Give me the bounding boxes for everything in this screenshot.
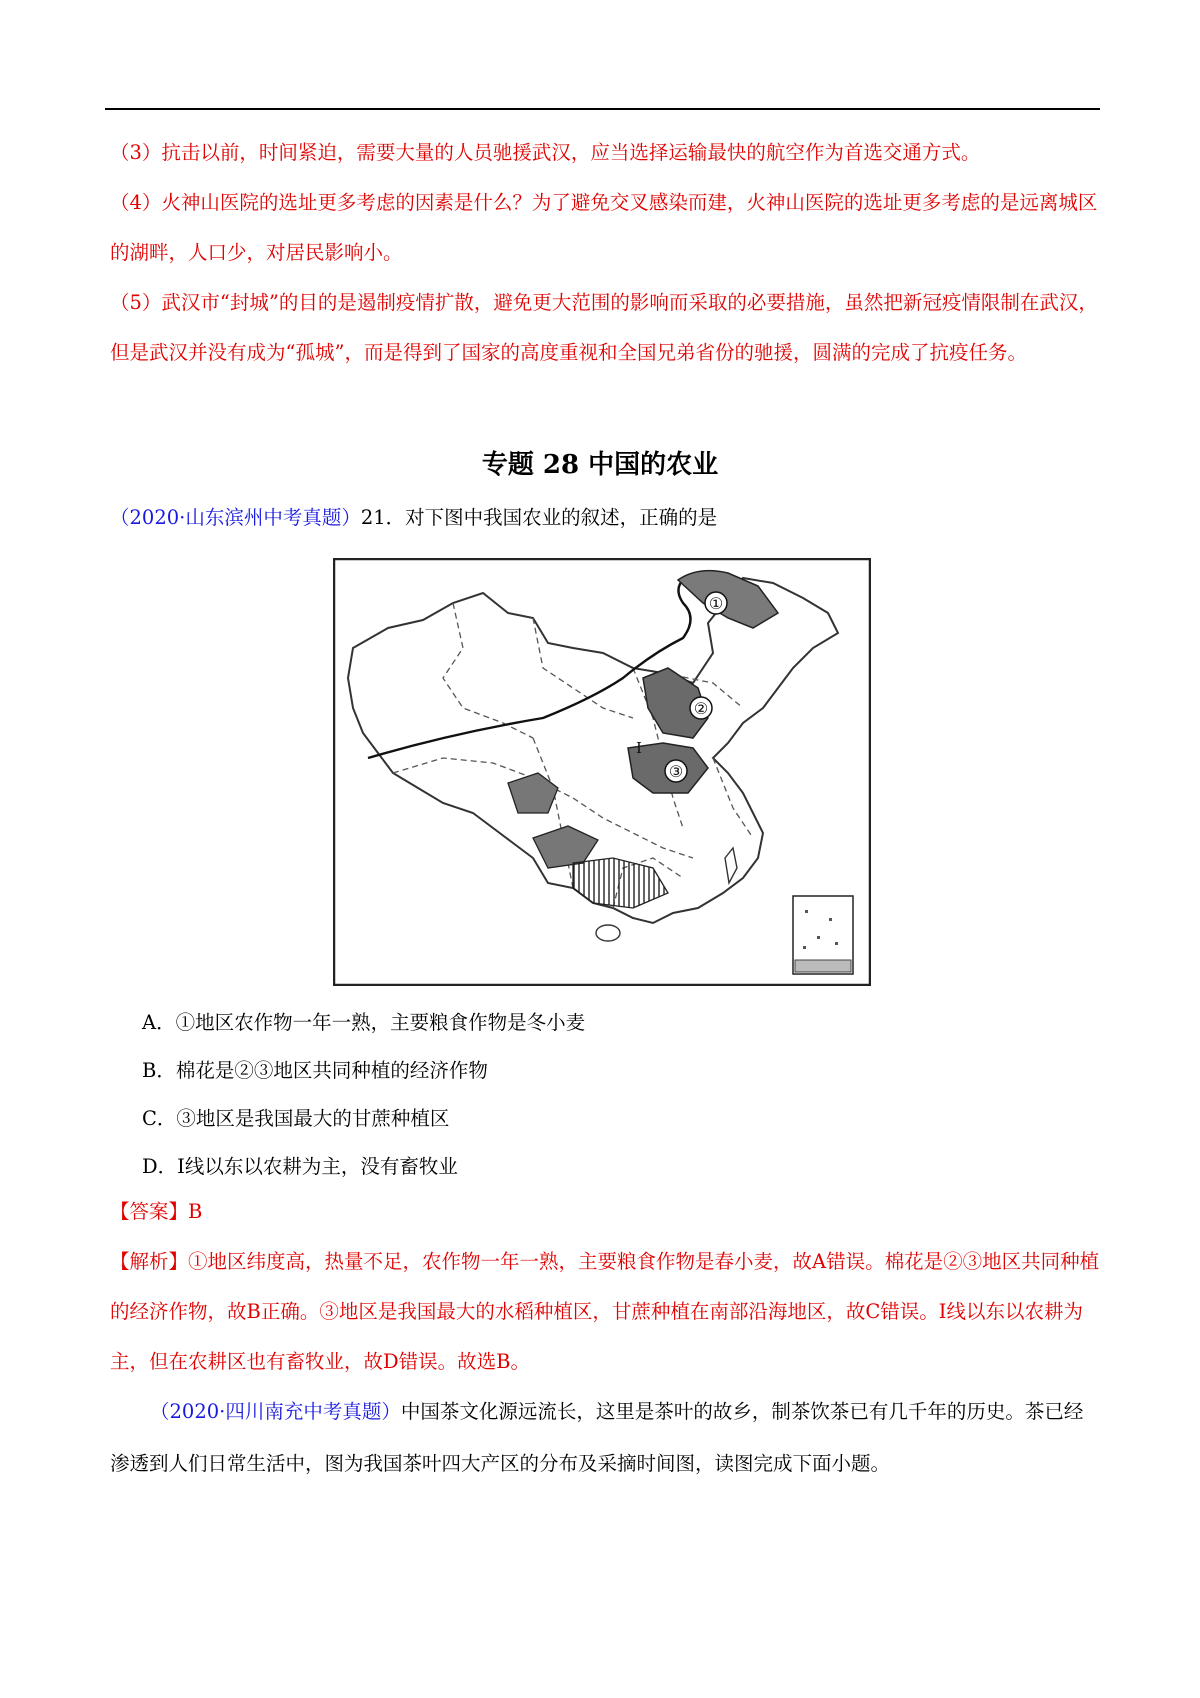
answer-label: 【答案】	[110, 1200, 189, 1223]
answer-5: （5）武汉市“封城”的目的是遏制疫情扩散，避免更大范围的影响而采取的必要措施，虽然把新冠疫情限制在武汉，但是武汉并没有成为“孤城”，而是得到了国家的高度重视和全国兄弟省份的驰援，圆满的完成了抗疫任务。	[110, 291, 1098, 364]
option-a: A．①地区农作物一年一熟，主要粮食作物是冬小麦	[142, 1011, 586, 1034]
option-c: C．③地区是我国最大的甘蔗种植区	[142, 1107, 450, 1130]
answer-line	[110, 1187, 1100, 1237]
options-list	[142, 1003, 585, 1195]
analysis-line	[110, 1237, 1100, 1387]
answer-3: （3）抗击以前，时间紧迫，需要大量的人员驰援武汉，应当选择运输最快的航空作为首选交通方式。	[110, 141, 981, 164]
china-agriculture-map	[333, 558, 871, 986]
previous-answers	[110, 128, 1100, 378]
next-question-source: （2020·四川南充中考真题）	[150, 1400, 401, 1423]
answer-block	[110, 1187, 1100, 1387]
next-question-text: 中国茶文化源远流长，这里是茶叶的故乡，制茶饮茶已有几千年的历史。茶已经渗透到人们日常生活中，图为我国茶叶四大产区的分布及采摘时间图，读图完成下面小题。	[110, 1400, 1084, 1475]
analysis-label: 【解析】	[110, 1250, 189, 1273]
answer-4: （4）火神山医院的选址更多考虑的因素是什么？为了避免交叉感染而建，火神山医院的选址更多考虑的是远离城区的湖畔，人口少，对居民影响小。	[110, 191, 1098, 264]
question-text: 21．对下图中我国农业的叙述，正确的是	[360, 506, 718, 529]
map-label-2: ②	[693, 699, 709, 718]
question-21-stem	[110, 498, 717, 538]
header-rule	[105, 108, 1100, 110]
option-b: B．棉花是②③地区共同种植的经济作物	[142, 1059, 488, 1082]
section-title: 专题 28 中国的农业	[481, 450, 719, 480]
question-source: （2020·山东滨州中考真题）	[110, 506, 361, 529]
option-d: D．Ⅰ线以东以农耕为主，没有畜牧业	[142, 1155, 458, 1178]
analysis-text: ①地区纬度高，热量不足，农作物一年一熟，主要粮食作物是春小麦，故A错误。棉花是②③地区共同种植的经济作物，故B正确。③地区是我国最大的水稻种植区，甘蔗种植在南部沿海地区，故C错误。Ⅰ线以东以农耕为主，但在农耕区也有畜牧业，故D错误。故选B。	[110, 1250, 1100, 1373]
map-label-1: ①	[708, 594, 724, 613]
map-label-3: ③	[668, 762, 684, 781]
next-question	[110, 1386, 1100, 1490]
map-label-I: Ⅰ	[636, 739, 642, 757]
answer-value: B	[188, 1200, 203, 1223]
